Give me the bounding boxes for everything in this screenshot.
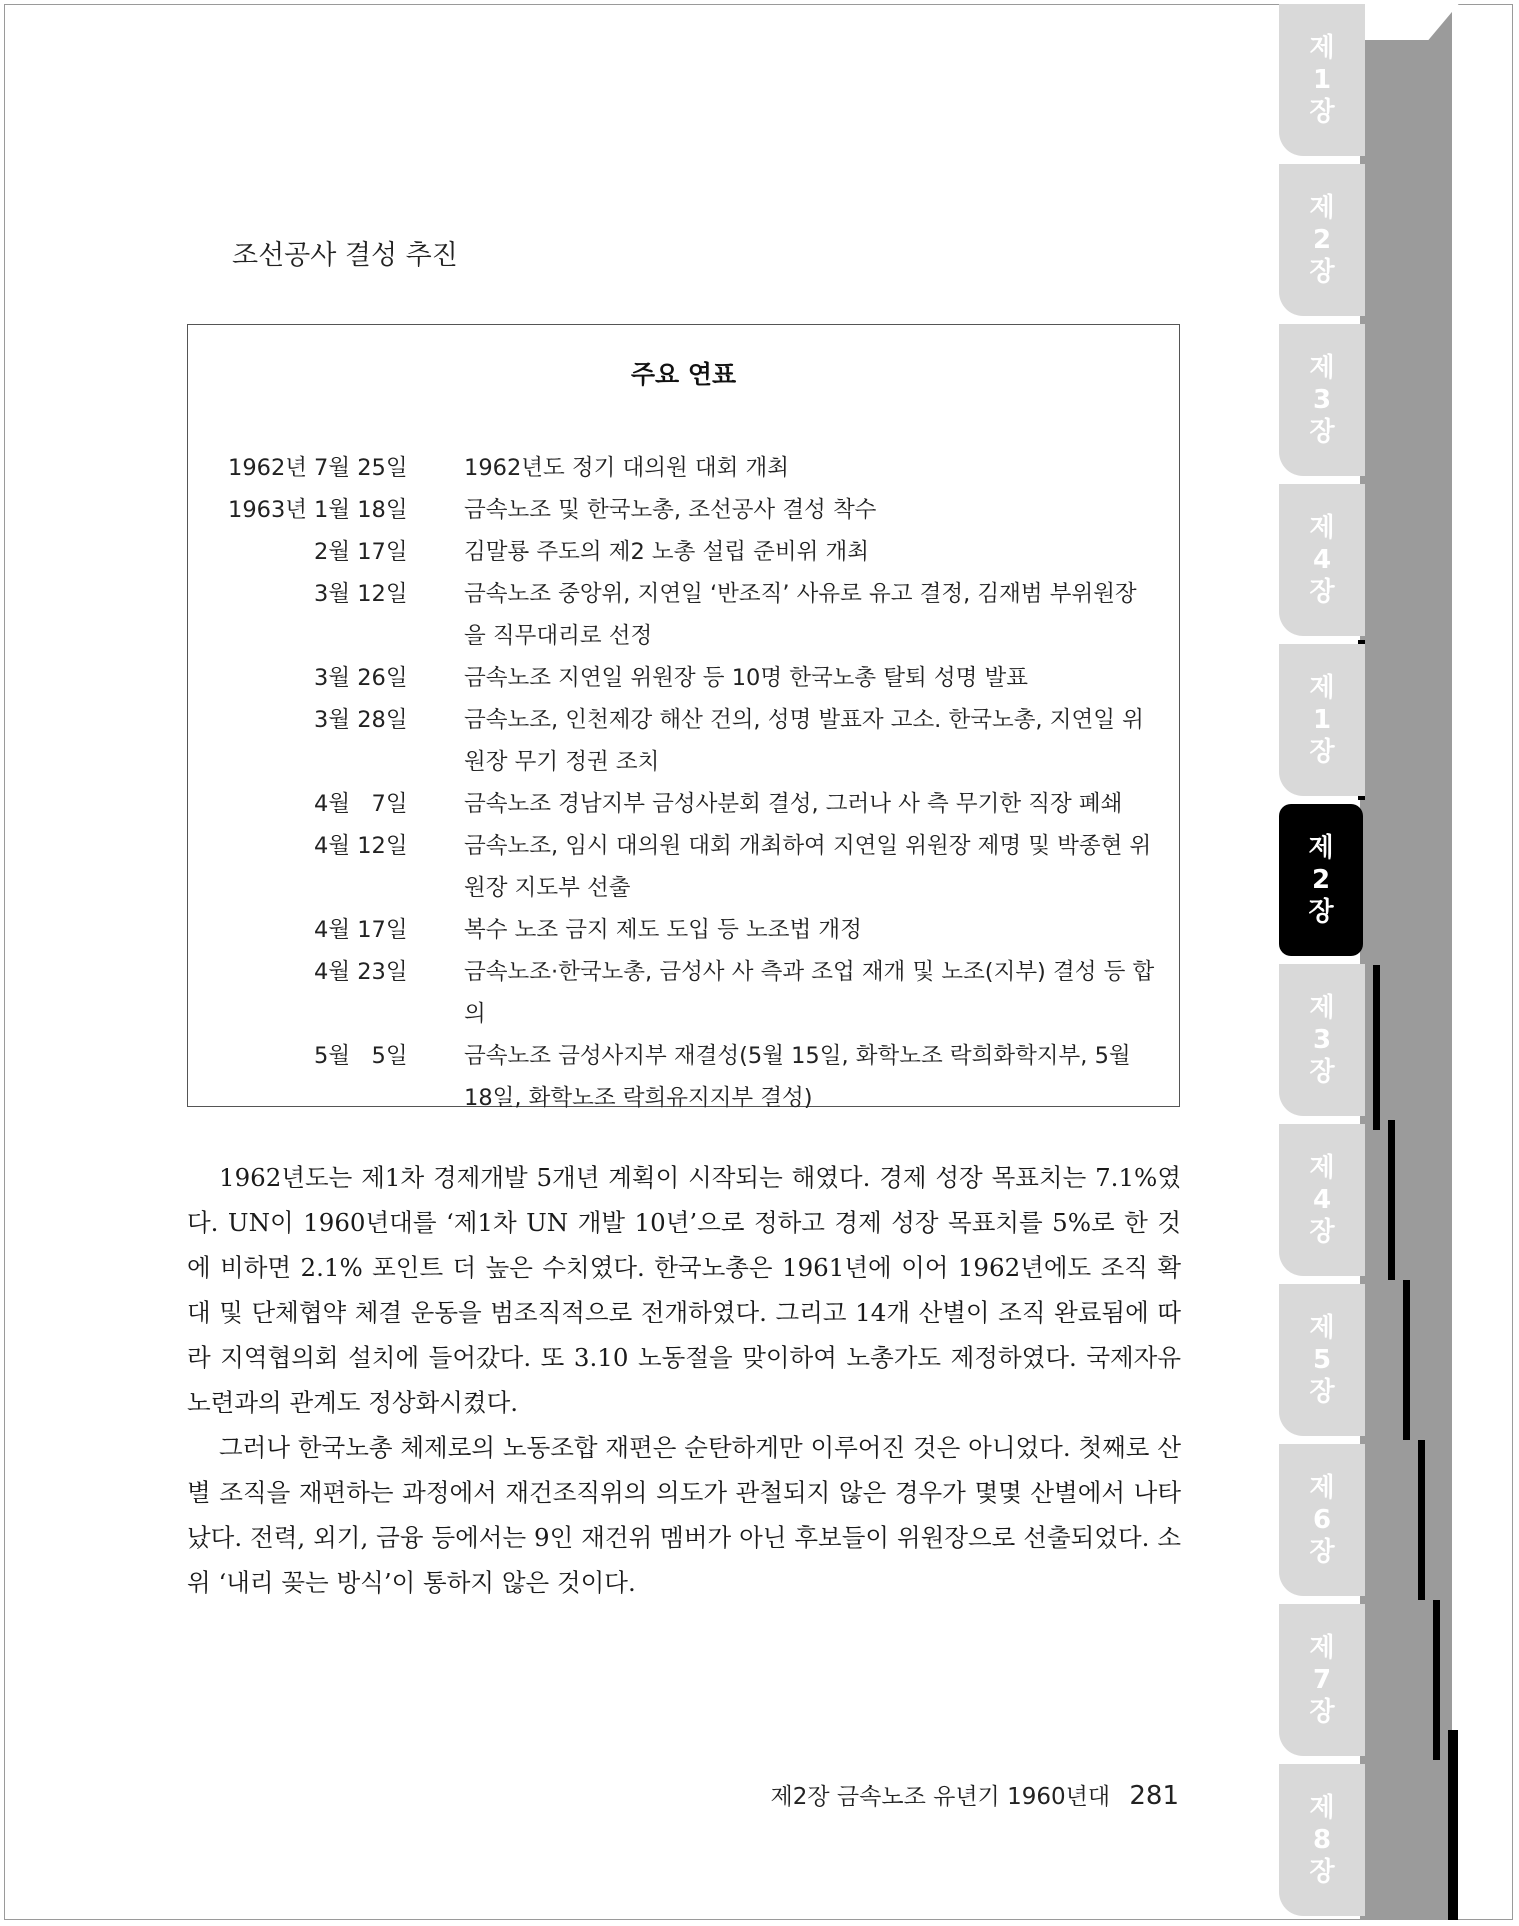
chapter-tab[interactable] bbox=[1279, 4, 1365, 156]
timeline-year bbox=[228, 531, 314, 573]
tab-char: 장 bbox=[1309, 1537, 1335, 1567]
tab-char: 제 bbox=[1309, 353, 1335, 383]
tab-char: 제 bbox=[1309, 1633, 1335, 1663]
edge-index-mark bbox=[1373, 965, 1380, 1130]
timeline-date: 5월 5일 bbox=[314, 1043, 408, 1069]
timeline-year bbox=[228, 825, 314, 909]
tab-char: 장 bbox=[1309, 1217, 1335, 1247]
timeline-year bbox=[228, 951, 314, 1035]
tab-char: 3 bbox=[1312, 1025, 1332, 1055]
timeline-event: 금속노조, 임시 대의원 대회 개최하여 지연일 위원장 제명 및 박종현 위원장 지도부 선출 bbox=[464, 833, 1152, 901]
tab-char: 제 bbox=[1309, 1793, 1335, 1823]
chapter-tab[interactable] bbox=[1279, 164, 1365, 316]
chapter-tab[interactable] bbox=[1279, 1124, 1365, 1276]
timeline-event: 1962년도 정기 대의원 대회 개최 bbox=[464, 455, 789, 481]
timeline-year bbox=[228, 573, 314, 657]
timeline-date: 7월 25일 bbox=[314, 455, 408, 481]
tab-char: 장 bbox=[1309, 97, 1335, 127]
tab-char: 제 bbox=[1308, 833, 1334, 863]
tab-char: 제 bbox=[1309, 513, 1335, 543]
edge-index-mark bbox=[1433, 1600, 1440, 1760]
timeline-box bbox=[187, 324, 1180, 1111]
edge-index-mark bbox=[1448, 1730, 1458, 1920]
timeline-event: 금속노조, 인천제강 해산 건의, 성명 발표자 고소. 한국노총, 지연일 위원장 무기 정권 조치 bbox=[464, 707, 1144, 775]
timeline-row bbox=[228, 573, 1158, 657]
timeline-event: 금속노조 지연일 위원장 등 10명 한국노총 탈퇴 성명 발표 bbox=[464, 665, 1029, 691]
tab-char: 장 bbox=[1309, 1697, 1335, 1727]
running-footer bbox=[771, 1778, 1179, 1811]
tab-char: 장 bbox=[1309, 257, 1335, 287]
timeline-date: 4월 12일 bbox=[314, 833, 408, 859]
section-heading: 조선공사 결성 추진 bbox=[232, 240, 458, 271]
timeline-date: 2월 17일 bbox=[314, 539, 408, 565]
timeline-date: 1월 18일 bbox=[314, 497, 408, 523]
tab-char: 제 bbox=[1309, 673, 1335, 703]
tab-char: 장 bbox=[1309, 737, 1335, 767]
timeline-year: 1963년 bbox=[228, 497, 307, 523]
timeline-event: 복수 노조 금지 제도 도입 등 노조법 개정 bbox=[464, 917, 862, 943]
timeline-row bbox=[228, 699, 1158, 783]
tab-char: 2 bbox=[1311, 865, 1331, 895]
chapter-tab[interactable] bbox=[1279, 644, 1365, 796]
tab-char: 1 bbox=[1312, 65, 1332, 95]
timeline-row bbox=[228, 447, 1158, 489]
timeline-date: 4월 17일 bbox=[314, 917, 408, 943]
body-paragraph: 1962년도는 제1차 경제개발 5개년 계획이 시작되는 해였다. 경제 성장 목표치는 7.1%였다. UN이 1960년대를 ‘제1차 UN 개발 10년’으로 정하고 경제 성장 목표치를 5%로 한 것에 비하면 2.1% 포인트 더 높은 수치였다. 한국노총은 1961년에 이어 1962년에도 조직 확대 및 단체협약 체결 운동을 범조직적으로 전개하였다. 그리고 14개 산별이 조직 완료됨에 따라 지역협의회 설치에 들어갔다. 또 3.10 노동절을 맞이하여 노총가도 제정하였다. 국제자유노련과의 관계도 정상화시켰다. bbox=[187, 1163, 1181, 1417]
tab-char: 장 bbox=[1309, 1377, 1335, 1407]
tab-char: 1 bbox=[1312, 705, 1332, 735]
tab-char: 제 bbox=[1309, 33, 1335, 63]
tab-char: 장 bbox=[1309, 1857, 1335, 1887]
timeline-event: 금속노조 및 한국노총, 조선공사 결성 착수 bbox=[464, 497, 877, 523]
chapter-tab[interactable] bbox=[1279, 1604, 1365, 1756]
tab-char: 제 bbox=[1309, 1153, 1335, 1183]
tab-char: 장 bbox=[1309, 577, 1335, 607]
chapter-tab[interactable] bbox=[1279, 1444, 1365, 1596]
timeline-year bbox=[228, 699, 314, 783]
body-paragraph: 그러나 한국노총 체제로의 노동조합 재편은 순탄하게만 이루어진 것은 아니었다. 첫째로 산별 조직을 재편하는 과정에서 재건조직위의 의도가 관철되지 않은 경우가 몇몇 산별에서 나타났다. 전력, 외기, 금융 등에서는 9인 재건위 멤버가 아닌 후보들이 위원장으로 선출되었다. 소위 ‘내리 꽂는 방식’이 통하지 않은 것이다. bbox=[187, 1433, 1181, 1597]
timeline-row bbox=[228, 825, 1158, 909]
tab-char: 장 bbox=[1308, 897, 1334, 927]
timeline-year bbox=[228, 657, 314, 699]
footer-chapter-title: 제2장 금속노조 유년기 1960년대 bbox=[770, 1784, 1111, 1810]
timeline-date: 4월 7일 bbox=[314, 791, 408, 817]
timeline-row bbox=[228, 783, 1158, 825]
timeline-event: 금속노조 중앙위, 지연일 ‘반조직’ 사유로 유고 결정, 김재범 부위원장을 직무대리로 선정 bbox=[464, 581, 1137, 649]
tab-char: 4 bbox=[1312, 1185, 1332, 1215]
timeline-date: 4월 23일 bbox=[314, 959, 408, 985]
chapter-tab[interactable] bbox=[1279, 964, 1365, 1116]
tab-char: 장 bbox=[1309, 417, 1335, 447]
timeline-row bbox=[228, 531, 1158, 573]
timeline-event: 금속노조 경남지부 금성사분회 결성, 그러나 사 측 무기한 직장 폐쇄 bbox=[464, 791, 1123, 817]
tab-char: 8 bbox=[1312, 1825, 1332, 1855]
chapter-tab[interactable] bbox=[1279, 484, 1365, 636]
tab-char: 제 bbox=[1309, 1473, 1335, 1503]
timeline-row bbox=[228, 657, 1158, 699]
timeline-year: 1962년 bbox=[228, 455, 307, 481]
timeline-title: 주요 연표 bbox=[630, 360, 737, 389]
tab-char: 제 bbox=[1309, 1313, 1335, 1343]
edge-index-mark bbox=[1418, 1440, 1425, 1600]
chapter-tab-active[interactable] bbox=[1279, 804, 1363, 956]
page-number: 281 bbox=[1129, 1781, 1179, 1811]
timeline-event: 금속노조·한국노총, 금성사 사 측과 조업 재개 및 노조(지부) 결성 등 합의 bbox=[464, 959, 1155, 1027]
chapter-tab[interactable] bbox=[1279, 324, 1365, 476]
timeline-year bbox=[228, 1035, 314, 1119]
tab-char: 제 bbox=[1309, 193, 1335, 223]
timeline-year bbox=[228, 909, 314, 951]
timeline-date: 3월 28일 bbox=[314, 707, 408, 733]
chapter-tab[interactable] bbox=[1279, 1764, 1365, 1916]
tab-char: 제 bbox=[1309, 993, 1335, 1023]
timeline-date: 3월 12일 bbox=[314, 581, 408, 607]
body-text bbox=[187, 1155, 1181, 1605]
edge-index-mark bbox=[1403, 1280, 1410, 1440]
tab-char: 3 bbox=[1312, 385, 1332, 415]
tab-char: 5 bbox=[1312, 1345, 1332, 1375]
edge-index-mark bbox=[1388, 1120, 1395, 1280]
timeline-date: 3월 26일 bbox=[314, 665, 408, 691]
timeline-row bbox=[228, 951, 1158, 1035]
chapter-tab[interactable] bbox=[1279, 1284, 1365, 1436]
timeline-year bbox=[228, 783, 314, 825]
tab-char: 6 bbox=[1312, 1505, 1332, 1535]
tab-char: 7 bbox=[1312, 1665, 1332, 1695]
timeline-event: 금속노조 금성사지부 재결성(5월 15일, 화학노조 락희화학지부, 5월 18일, 화학노조 락희유지지부 결성) bbox=[464, 1043, 1131, 1111]
tab-char: 4 bbox=[1312, 545, 1332, 575]
timeline-event: 김말룡 주도의 제2 노총 설립 준비위 개최 bbox=[464, 539, 869, 565]
timeline-row bbox=[228, 1035, 1158, 1119]
tab-char: 장 bbox=[1309, 1057, 1335, 1087]
timeline-row bbox=[228, 909, 1158, 951]
tab-char: 2 bbox=[1312, 225, 1332, 255]
timeline-rows bbox=[228, 447, 1158, 1119]
timeline-row bbox=[228, 489, 1158, 531]
